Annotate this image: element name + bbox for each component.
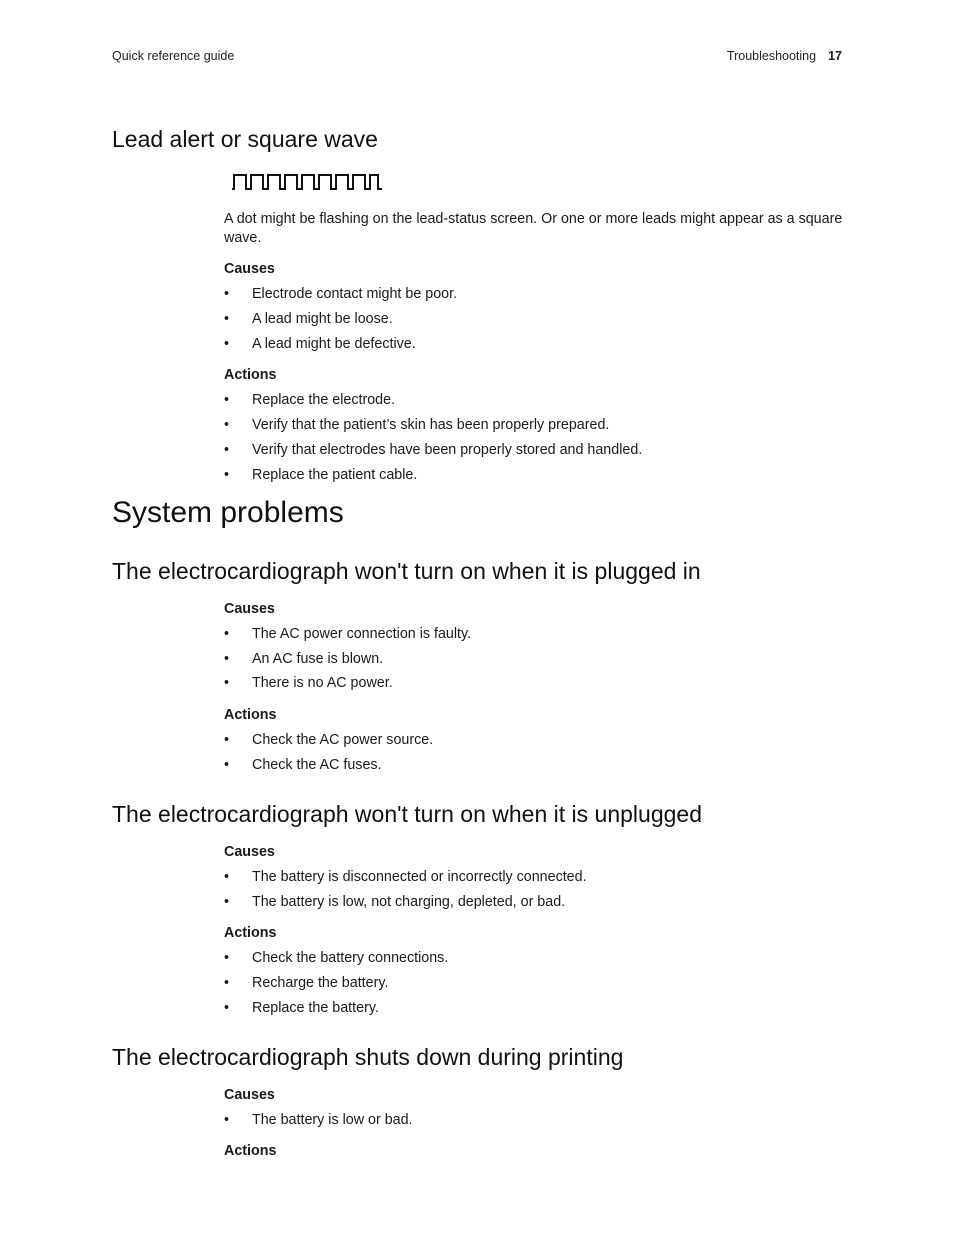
heading-plugged-in: The electrocardiograph won't turn on when it is plugged in — [112, 558, 701, 584]
plugged-in-causes-label: Causes — [224, 601, 275, 617]
heading-printing: The electrocardiograph shuts down during printing — [112, 1044, 624, 1070]
heading-system-problems: System problems — [112, 496, 344, 529]
heading-lead-alert: Lead alert or square wave — [112, 126, 378, 152]
lead-alert-description: A dot might be flashing on the lead-status screen. Or one or more leads might appear as a square wave. — [224, 211, 843, 246]
printing-actions-label: Actions — [224, 1143, 277, 1159]
list-item: • Check the AC fuses. — [224, 757, 382, 773]
running-header-section — [727, 49, 842, 63]
list-item: • Electrode contact might be poor. — [224, 286, 458, 302]
list-item: • Replace the battery. — [224, 1000, 379, 1016]
list-item: • The AC power connection is faulty. — [224, 626, 472, 642]
unplugged-causes-label: Causes — [224, 844, 275, 860]
list-item: • The battery is low or bad. — [224, 1112, 413, 1128]
list-item: • Verify that electrodes have been properly stored and handled. — [224, 442, 643, 458]
lead-alert-causes-label: Causes — [224, 261, 275, 277]
list-item: • A lead might be loose. — [224, 311, 393, 327]
list-item: • Verify that the patient’s skin has been properly prepared. — [224, 417, 610, 433]
list-item: • There is no AC power. — [224, 675, 393, 691]
unplugged-actions-label: Actions — [224, 925, 277, 941]
list-item: • Check the AC power source. — [224, 732, 434, 748]
heading-unplugged: The electrocardiograph won't turn on when it is unplugged — [112, 801, 702, 827]
list-item: • Check the battery connections. — [224, 950, 449, 966]
list-item: • The battery is low, not charging, depleted, or bad. — [224, 894, 566, 910]
plugged-in-actions-label: Actions — [224, 707, 277, 723]
list-item: • Replace the patient cable. — [224, 467, 418, 483]
list-item: • The battery is disconnected or incorrectly connected. — [224, 869, 587, 885]
list-item: • A lead might be defective. — [224, 336, 416, 352]
square-wave-icon — [232, 173, 384, 191]
lead-alert-actions-label: Actions — [224, 367, 277, 383]
page-number: 17 — [828, 49, 842, 63]
list-item: • An AC fuse is blown. — [224, 651, 384, 667]
section-name: Troubleshooting — [726, 49, 817, 63]
list-item: • Recharge the battery. — [224, 975, 389, 991]
list-item: • Replace the electrode. — [224, 392, 396, 408]
running-header-title: Quick reference guide — [112, 49, 235, 63]
printing-causes-label: Causes — [224, 1087, 275, 1103]
